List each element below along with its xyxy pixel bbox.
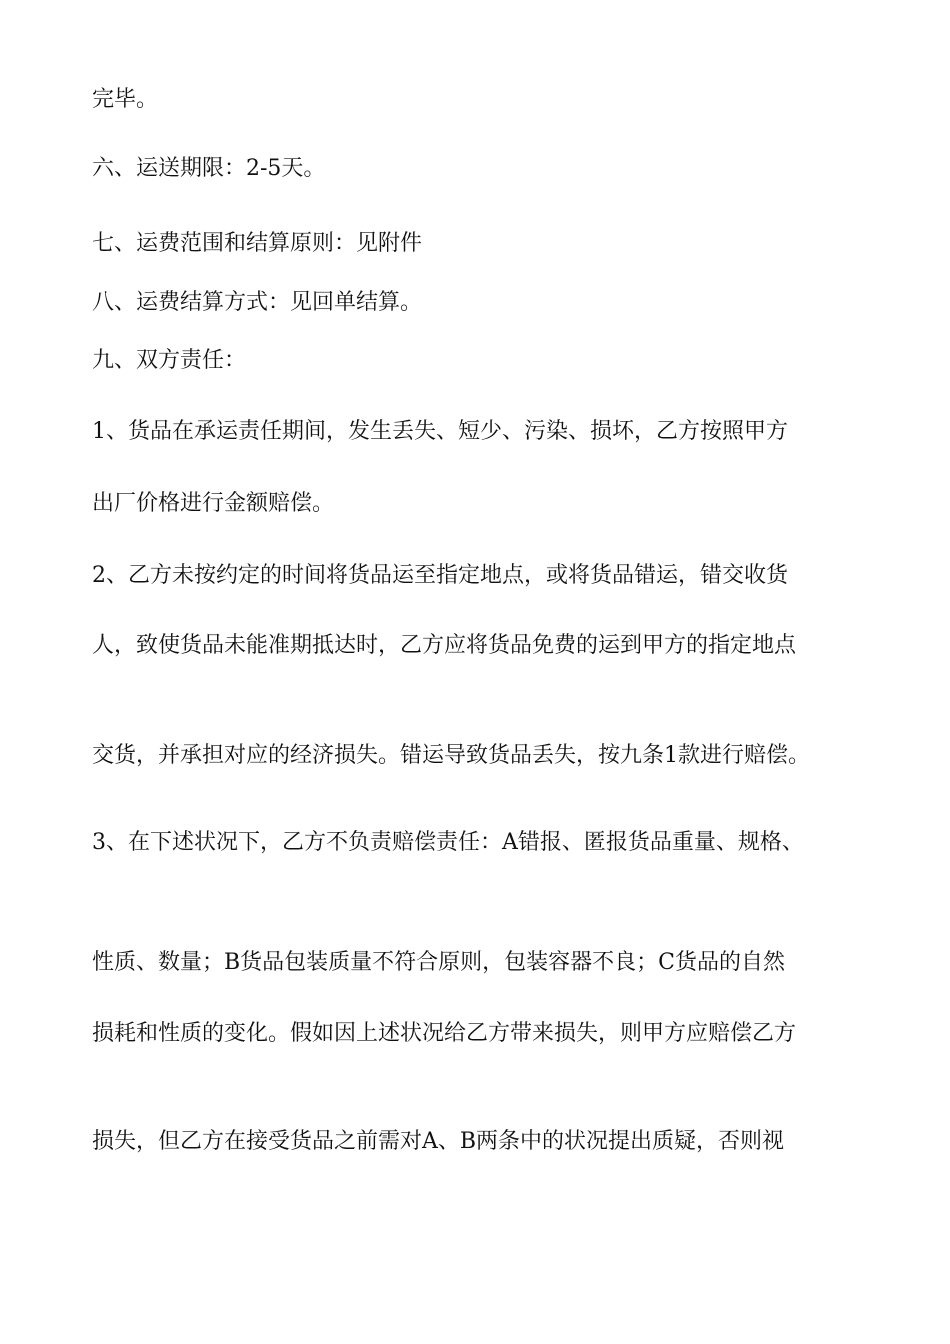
text-line-4: 八、运费结算方式：见回单结算。	[92, 290, 423, 315]
text-line-5: 九、双方责任：	[92, 348, 247, 373]
text-line-7: 出厂价格进行金额赔偿。	[92, 491, 335, 516]
text-line-13: 损耗和性质的变化。假如因上述状况给乙方带来损失，则甲方应赔偿乙方	[92, 1021, 797, 1046]
text-line-1: 完毕。	[92, 87, 159, 112]
text-line-12: 性质、数量；B货品包装质量不符合原则，包装容器不良；C货品的自然	[92, 950, 786, 975]
text-line-3: 七、运费范围和结算原则：见附件	[92, 231, 423, 256]
text-line-10: 交货，并承担对应的经济损失。错运导致货品丢失，按九条1款进行赔偿。	[92, 743, 810, 768]
text-line-2: 六、运送期限：2-5天。	[92, 156, 326, 181]
text-line-14: 损失，但乙方在接受货品之前需对A、B两条中的状况提出质疑，否则视	[92, 1129, 785, 1154]
text-line-11: 3、在下述状况下，乙方不负责赔偿责任：A错报、匿报货品重量、规格、	[92, 830, 804, 855]
text-line-9: 人，致使货品未能准期抵达时，乙方应将货品免费的运到甲方的指定地点	[92, 633, 797, 658]
text-line-8: 2、乙方未按约定的时间将货品运至指定地点，或将货品错运，错交收货	[92, 563, 788, 588]
text-line-6: 1、货品在承运责任期间，发生丢失、短少、污染、损坏，乙方按照甲方	[92, 419, 788, 444]
